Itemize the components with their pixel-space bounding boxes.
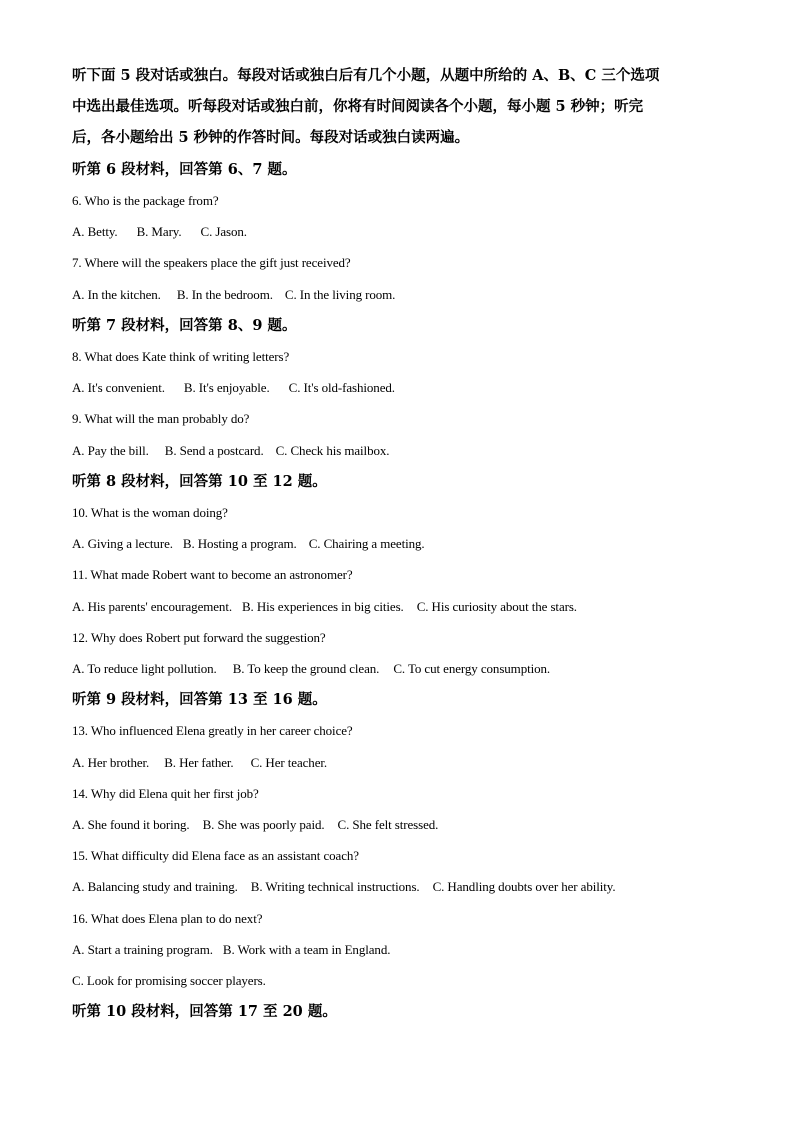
question-13: 13. Who influenced Elena greatly in her career choice?: [72, 723, 353, 738]
option-a: A. Giving a lecture.: [72, 536, 173, 551]
option-b: B. Her father.: [164, 755, 234, 770]
question-11: 11. What made Robert want to become an astronomer?: [72, 567, 353, 582]
options-9: [72, 441, 389, 461]
option-c: C. Handling doubts over her ability.: [432, 879, 616, 894]
options-15: [72, 877, 616, 897]
option-b: B. Writing technical instructions.: [250, 879, 420, 894]
option-a: A. In the kitchen.: [72, 287, 161, 302]
options-7: [72, 285, 395, 305]
option-a: A. Start a training program.: [72, 942, 213, 957]
question-15: 15. What difficulty did Elena face as an assistant coach?: [72, 848, 359, 863]
option-b: B. Hosting a program.: [182, 536, 297, 551]
option-b: B. To keep the ground clean.: [232, 661, 380, 676]
instruction-line-2: 中选出最佳选项。听每段对话或独白前，你将有时间阅读各个小题，每小题 5 秒钟；听完: [72, 98, 644, 115]
question-8: 8. What does Kate think of writing letters?: [72, 349, 290, 364]
option-c: C. In the living room.: [284, 287, 396, 302]
section-heading-7: 听第 7 段材料，回答第 8、9 题。: [72, 317, 297, 334]
options-10: [72, 534, 425, 554]
section-heading-10: 听第 10 段材料，回答第 17 至 20 题。: [72, 1003, 337, 1020]
option-b: B. Work with a team in England.: [222, 942, 391, 957]
option-a: A. It's convenient.: [72, 380, 165, 395]
instruction-line-3: 后，各小题给出 5 秒钟的作答时间。每段对话或独白读两遍。: [72, 129, 470, 146]
option-c-16: C. Look for promising soccer players.: [72, 973, 266, 988]
question-12: 12. Why does Robert put forward the suggestion?: [72, 630, 326, 645]
option-c: C. It's old-fashioned.: [288, 380, 395, 395]
question-9: 9. What will the man probably do?: [72, 411, 250, 426]
question-7: 7. Where will the speakers place the gift just received?: [72, 255, 351, 270]
option-a: A. Her brother.: [72, 755, 150, 770]
option-c: C. Chairing a meeting.: [308, 536, 425, 551]
option-b: B. She was poorly paid.: [202, 817, 325, 832]
question-16: 16. What does Elena plan to do next?: [72, 911, 263, 926]
option-c: C. She felt stressed.: [337, 817, 439, 832]
instruction-line-1: 听下面 5 段对话或独白。每段对话或独白后有几个小题，从题中所给的 A、B、C 三个选项: [72, 67, 660, 84]
question-10: 10. What is the woman doing?: [72, 505, 228, 520]
option-b: B. In the bedroom.: [176, 287, 273, 302]
question-6: 6. Who is the package from?: [72, 193, 219, 208]
options-16: [72, 940, 390, 960]
option-b: B. It's enjoyable.: [183, 380, 270, 395]
section-heading-9: 听第 9 段材料，回答第 13 至 16 题。: [72, 691, 327, 708]
option-a: A. She found it boring.: [72, 817, 190, 832]
option-a: A. Betty.: [72, 224, 118, 239]
option-a: A. To reduce light pollution.: [72, 661, 217, 676]
option-a: A. Pay the bill.: [72, 443, 149, 458]
question-14: 14. Why did Elena quit her first job?: [72, 786, 259, 801]
option-a: A. His parents' encouragement.: [72, 599, 232, 614]
options-8: [72, 378, 395, 398]
option-b: B. His experiences in big cities.: [241, 599, 404, 614]
options-11: [72, 597, 577, 617]
option-c: C. Check his mailbox.: [275, 443, 390, 458]
option-b: B. Mary.: [136, 224, 182, 239]
options-6: [72, 222, 247, 242]
options-14: [72, 815, 438, 835]
options-12: [72, 659, 550, 679]
option-a: A. Balancing study and training.: [72, 879, 238, 894]
option-c: C. To cut energy consumption.: [393, 661, 551, 676]
option-c: C. His curiosity about the stars.: [416, 599, 577, 614]
option-c: C. Jason.: [200, 224, 247, 239]
option-b: B. Send a postcard.: [164, 443, 264, 458]
section-heading-8: 听第 8 段材料，回答第 10 至 12 题。: [72, 473, 327, 490]
options-13: [72, 753, 327, 773]
section-heading-6: 听第 6 段材料，回答第 6、7 题。: [72, 161, 297, 178]
option-c: C. Her teacher.: [250, 755, 328, 770]
